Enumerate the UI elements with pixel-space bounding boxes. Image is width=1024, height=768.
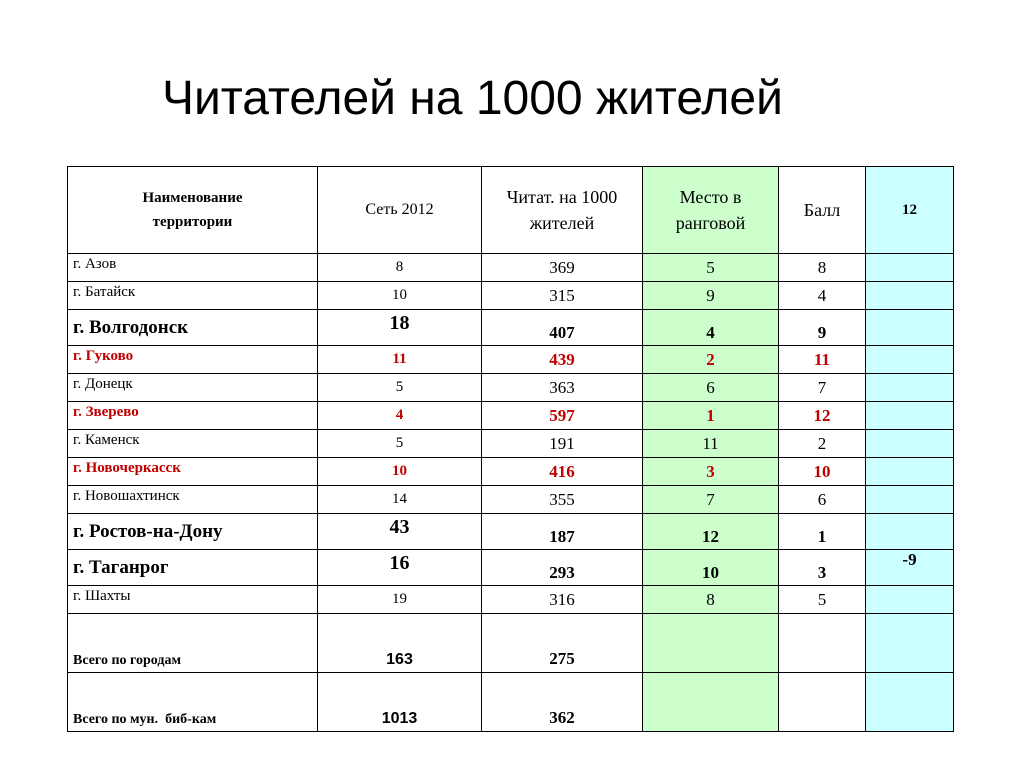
cell-extra (866, 486, 954, 514)
cell-network: 10 (318, 458, 482, 486)
cell-score: 3 (779, 550, 866, 586)
table-row (68, 402, 954, 430)
header-territory: Наименование территории (68, 167, 318, 254)
cell-network: 18 (318, 310, 482, 346)
cell-rank: 6 (643, 374, 779, 402)
cell-extra (866, 514, 954, 550)
cell-score (779, 614, 866, 673)
cell-name: г. Новочеркасск (68, 458, 318, 486)
cell-name: г. Шахты (68, 586, 318, 614)
cell-name: г. Донецк (68, 374, 318, 402)
cell-score: 5 (779, 586, 866, 614)
cell-score: 7 (779, 374, 866, 402)
cell-readers: 187 (482, 514, 643, 550)
cell-network: 5 (318, 430, 482, 458)
cell-rank: 9 (643, 282, 779, 310)
cell-rank (643, 673, 779, 732)
cell-name: г. Азов (68, 254, 318, 282)
header-readers: Читат. на 1000 жителей (482, 167, 643, 254)
cell-network: 10 (318, 282, 482, 310)
table-row (68, 374, 954, 402)
cell-network: 163 (318, 614, 482, 673)
cell-rank: 2 (643, 346, 779, 374)
cell-name: г. Ростов-на-Дону (68, 514, 318, 550)
cell-network: 16 (318, 550, 482, 586)
header-extra: 12 (866, 167, 954, 254)
cell-rank: 7 (643, 486, 779, 514)
table-row (68, 550, 954, 586)
readers-table (67, 166, 954, 732)
cell-readers: 316 (482, 586, 643, 614)
cell-extra (866, 254, 954, 282)
cell-extra (866, 310, 954, 346)
table-row (68, 430, 954, 458)
cell-rank: 8 (643, 586, 779, 614)
cell-readers: 191 (482, 430, 643, 458)
cell-score: 9 (779, 310, 866, 346)
totals-row (68, 673, 954, 732)
cell-readers: 416 (482, 458, 643, 486)
cell-network: 8 (318, 254, 482, 282)
cell-extra (866, 374, 954, 402)
cell-network: 11 (318, 346, 482, 374)
cell-readers: 597 (482, 402, 643, 430)
cell-extra (866, 586, 954, 614)
cell-score: 6 (779, 486, 866, 514)
cell-name: г. Таганрог (68, 550, 318, 586)
cell-readers: 439 (482, 346, 643, 374)
cell-readers: 363 (482, 374, 643, 402)
totals-row (68, 614, 954, 673)
cell-rank: 10 (643, 550, 779, 586)
cell-extra (866, 614, 954, 673)
cell-extra (866, 430, 954, 458)
cell-readers: 407 (482, 310, 643, 346)
cell-readers: 355 (482, 486, 643, 514)
cell-rank: 11 (643, 430, 779, 458)
cell-name: Всего по городам (68, 614, 318, 673)
cell-name: г. Волгодонск (68, 310, 318, 346)
header-score: Балл (779, 167, 866, 254)
cell-rank: 5 (643, 254, 779, 282)
table-row (68, 310, 954, 346)
table-row (68, 514, 954, 550)
cell-readers: 369 (482, 254, 643, 282)
cell-extra (866, 673, 954, 732)
cell-score: 12 (779, 402, 866, 430)
cell-rank: 1 (643, 402, 779, 430)
cell-network: 4 (318, 402, 482, 430)
cell-network: 14 (318, 486, 482, 514)
cell-extra (866, 402, 954, 430)
cell-network: 19 (318, 586, 482, 614)
table-row (68, 254, 954, 282)
cell-name: г. Зверево (68, 402, 318, 430)
cell-network: 43 (318, 514, 482, 550)
cell-name: г. Гуково (68, 346, 318, 374)
cell-name: г. Каменск (68, 430, 318, 458)
cell-extra (866, 346, 954, 374)
cell-rank (643, 614, 779, 673)
cell-score (779, 673, 866, 732)
cell-rank: 4 (643, 310, 779, 346)
cell-network: 5 (318, 374, 482, 402)
table-row (68, 486, 954, 514)
cell-rank: 12 (643, 514, 779, 550)
cell-score: 11 (779, 346, 866, 374)
cell-extra (866, 282, 954, 310)
cell-readers: 275 (482, 614, 643, 673)
cell-score: 4 (779, 282, 866, 310)
cell-network: 1013 (318, 673, 482, 732)
cell-score: 10 (779, 458, 866, 486)
cell-extra (866, 458, 954, 486)
cell-name: Всего по мун. биб-кам (68, 673, 318, 732)
table-row (68, 282, 954, 310)
cell-name: г. Новошахтинск (68, 486, 318, 514)
cell-name: г. Батайск (68, 282, 318, 310)
table-row (68, 346, 954, 374)
header-network: Сеть 2012 (318, 167, 482, 254)
cell-readers: 315 (482, 282, 643, 310)
cell-extra: -9 (866, 550, 954, 586)
cell-readers: 293 (482, 550, 643, 586)
page-title: Читателей на 1000 жителей (162, 72, 783, 125)
table-row (68, 586, 954, 614)
cell-score: 1 (779, 514, 866, 550)
table-row (68, 458, 954, 486)
header-rank: Место в ранговой (643, 167, 779, 254)
table-header-row (68, 167, 954, 254)
cell-score: 8 (779, 254, 866, 282)
cell-score: 2 (779, 430, 866, 458)
cell-readers: 362 (482, 673, 643, 732)
cell-rank: 3 (643, 458, 779, 486)
